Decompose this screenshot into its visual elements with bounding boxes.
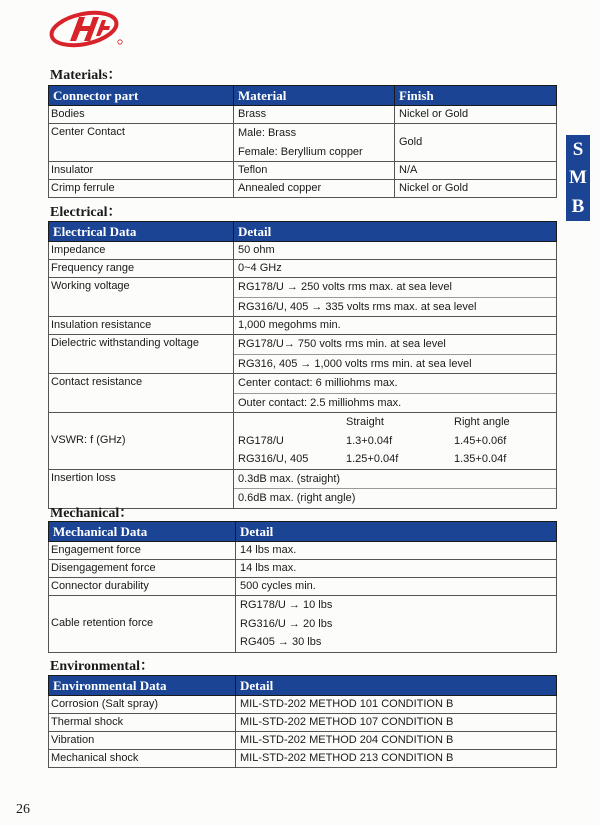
table-row: [49, 162, 557, 180]
detail-value: 50 ohm: [234, 242, 557, 260]
vswr-straight-value: 1.3+0.04f: [346, 434, 393, 447]
table-row: [49, 732, 557, 750]
row-label: Contact resistance: [49, 374, 234, 413]
table-header-row: [49, 86, 557, 106]
vswr-straight-value: 1.25+0.04f: [346, 453, 399, 465]
detail-value: 1,000 megohms min.: [234, 317, 557, 335]
material-line: Female: Beryllium copper: [238, 145, 363, 158]
detail-line: Outer contact: 2.5 milliohms max.: [234, 393, 556, 413]
electrical-title: Electrical：: [50, 205, 122, 220]
detail-value: MIL-STD-202 METHOD 107 CONDITION B: [236, 714, 557, 732]
vswr-detail: [234, 413, 557, 470]
materials-table: [48, 85, 557, 198]
column-header: Detail: [234, 222, 557, 242]
column-header: Detail: [236, 676, 557, 696]
page-number: 26: [16, 802, 30, 817]
table-row: [49, 242, 557, 260]
table-row: [49, 180, 557, 198]
column-header: Detail: [236, 522, 557, 542]
column-header: Connector part: [49, 86, 234, 106]
table-header-row: [49, 222, 557, 242]
environmental-title: Environmental：: [50, 659, 154, 674]
mechanical-title: Mechanical：: [50, 506, 134, 521]
detail-line: Center contact: 6 milliohms max.: [238, 377, 398, 389]
detail-value: [234, 469, 557, 508]
row-label: Corrosion (Salt spray): [49, 696, 236, 714]
material-line: Male: Brass: [238, 127, 297, 139]
detail-value: [234, 278, 557, 317]
table-row: [49, 596, 557, 653]
row-label: Center Contact: [49, 124, 234, 162]
table-row: [49, 714, 557, 732]
detail-value: 14 lbs max.: [236, 560, 557, 578]
electrical-table: [48, 221, 557, 509]
row-label: Cable retention force: [49, 596, 236, 653]
side-tab-letter: M: [569, 167, 587, 189]
row-label: Vibration: [49, 732, 236, 750]
row-label: Connector durability: [49, 578, 236, 596]
material-value: Teflon: [234, 162, 395, 180]
vswr-cable: RG316/U, 405: [238, 453, 309, 465]
finish-value: N/A: [395, 162, 557, 180]
vswr-grid: [238, 413, 556, 469]
detail-value: 500 cycles min.: [236, 578, 557, 596]
detail-value: MIL-STD-202 METHOD 204 CONDITION B: [236, 732, 557, 750]
mechanical-table: [48, 521, 557, 653]
row-label: VSWR: f (GHz): [49, 413, 234, 470]
row-label: Dielectric withstanding voltage: [49, 335, 234, 374]
vswr-row: [49, 413, 557, 470]
row-label: Insulation resistance: [49, 317, 234, 335]
row-label: Disengagement force: [49, 560, 236, 578]
table-row: [49, 124, 557, 162]
column-header: Material: [234, 86, 395, 106]
detail-value: 0~4 GHz: [234, 260, 557, 278]
row-label: Bodies: [49, 106, 234, 124]
row-label: Frequency range: [49, 260, 234, 278]
row-label: Insertion loss: [49, 469, 234, 508]
detail-value: 14 lbs max.: [236, 542, 557, 560]
table-row: [49, 317, 557, 335]
table-row: [49, 260, 557, 278]
row-label: Thermal shock: [49, 714, 236, 732]
row-label: Insulator: [49, 162, 234, 180]
vswr-cable: RG178/U: [238, 434, 284, 447]
finish-value: Gold: [395, 124, 557, 162]
detail-line: RG178/U → 10 lbs: [240, 599, 333, 611]
side-tab-letter: S: [572, 138, 584, 160]
table-header-row: [49, 676, 557, 696]
detail-line: 0.3dB max. (straight): [238, 472, 341, 485]
column-header: Environmental Data: [49, 676, 236, 696]
row-label: Engagement force: [49, 542, 236, 560]
environmental-table: [48, 675, 557, 768]
detail-value: [234, 374, 557, 413]
row-label: Crimp ferrule: [49, 180, 234, 198]
material-value: Brass: [234, 106, 395, 124]
vswr-right-value: 1.45+0.06f: [454, 434, 507, 447]
detail-line: RG178/U→ 750 volts rms min. at sea level: [238, 338, 446, 350]
material-value: [234, 124, 395, 162]
column-header: Finish: [395, 86, 557, 106]
detail-line: RG405 → 30 lbs: [240, 636, 322, 648]
side-tab-smb: [566, 135, 590, 221]
table-header-row: [49, 522, 557, 542]
vswr-col-right-angle: Right angle: [454, 416, 510, 428]
vswr-blank: [238, 413, 338, 432]
column-header: Mechanical Data: [49, 522, 236, 542]
table-row: [49, 374, 557, 413]
table-row: [49, 278, 557, 317]
table-row: [49, 335, 557, 374]
detail-value: MIL-STD-202 METHOD 101 CONDITION B: [236, 696, 557, 714]
row-label: Mechanical shock: [49, 750, 236, 768]
materials-title: Materials：: [50, 68, 122, 83]
company-logo: [46, 8, 126, 50]
vswr-right-value: 1.35+0.04f: [454, 453, 507, 465]
finish-value: Nickel or Gold: [395, 180, 557, 198]
table-row: [49, 696, 557, 714]
material-value: Annealed copper: [234, 180, 395, 198]
table-row: [49, 542, 557, 560]
side-tab-letter: B: [571, 196, 585, 218]
detail-value: [236, 596, 557, 653]
finish-value: Nickel or Gold: [395, 106, 557, 124]
vswr-col-straight: Straight: [346, 416, 384, 428]
detail-line: RG316/U → 20 lbs: [240, 617, 333, 630]
detail-line: 0.6dB max. (right angle): [234, 488, 556, 508]
table-row: [49, 750, 557, 768]
detail-value: MIL-STD-202 METHOD 213 CONDITION B: [236, 750, 557, 768]
detail-line: RG316, 405 → 1,000 volts rms min. at sea level: [234, 354, 556, 374]
table-row: [49, 106, 557, 124]
table-row: [49, 578, 557, 596]
row-label: Working voltage: [49, 278, 234, 317]
detail-value: [234, 335, 557, 374]
table-row: [49, 560, 557, 578]
detail-line: RG316/U, 405 → 335 volts rms max. at sea level: [234, 297, 556, 317]
row-label: Impedance: [49, 242, 234, 260]
column-header: Electrical Data: [49, 222, 234, 242]
detail-line: RG178/U → 250 volts rms max. at sea level: [238, 281, 452, 293]
